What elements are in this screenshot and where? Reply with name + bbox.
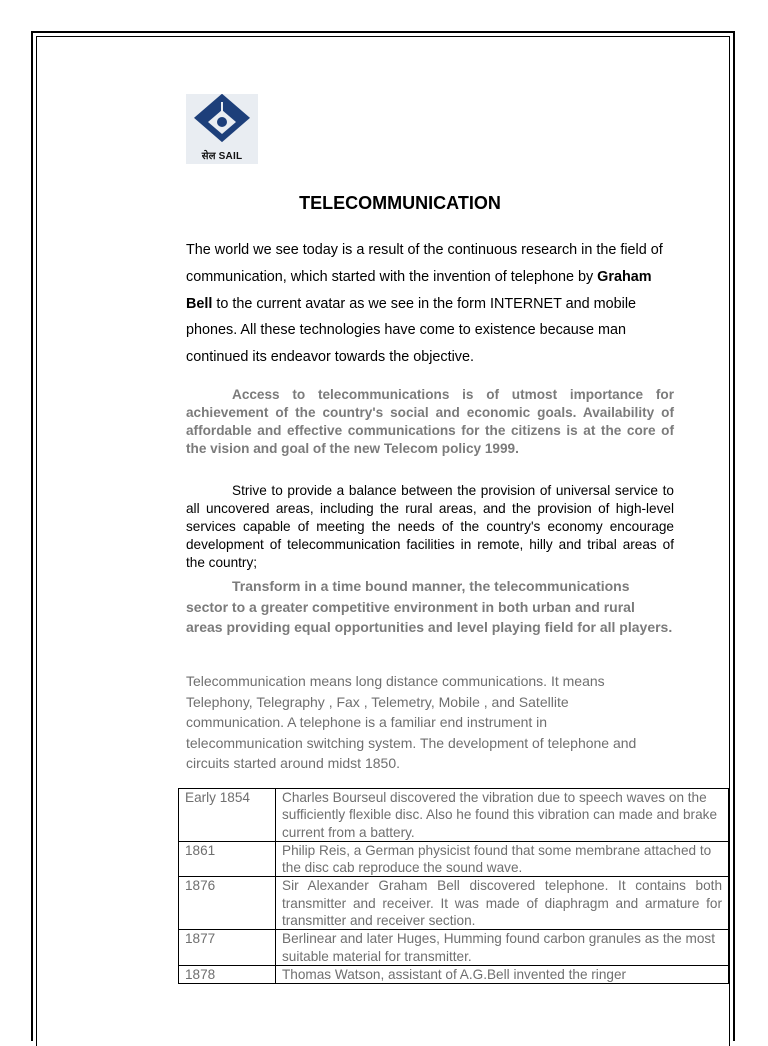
policy-paragraph-3-text: Transform in a time bound manner, the telecommunications sector to a greater competitive environment in both urban and rural areas providing equal opportunities and level playing field for all players.: [186, 578, 673, 636]
policy-paragraph-2: [186, 482, 674, 572]
table-year: 1861: [179, 841, 276, 877]
table-row: [179, 965, 729, 983]
intro-paragraph: [186, 237, 666, 371]
sail-logo-icon: [186, 94, 258, 150]
table-description: Sir Alexander Graham Bell discovered telephone. It contains both transmitter and receiver. It was made of diaphragm and armature for transmitter and receiver section.: [276, 877, 729, 930]
table-year: 1877: [179, 930, 276, 966]
table-row: [179, 841, 729, 877]
table-year: Early 1854: [179, 789, 276, 842]
table-description: Thomas Watson, assistant of A.G.Bell invented the ringer: [276, 965, 729, 983]
table-row: [179, 789, 729, 842]
intro-text-1: The world we see today is a result of the continuous research in the field of communication, which started with the invention of telephone by: [186, 242, 663, 285]
policy-paragraph-3: [186, 576, 674, 638]
intro-text-2: to the current avatar as we see in the form INTERNET and mobile phones. All these technologies have come to existence because man continued its endeavor towards the objective.: [186, 295, 637, 366]
table-row: [179, 930, 729, 966]
sail-logo: [186, 94, 258, 164]
table-row: [179, 877, 729, 930]
table-year: 1876: [179, 877, 276, 930]
logo-wordmark: सेल SAIL: [201, 151, 243, 162]
history-table: [178, 788, 729, 984]
document-title: TELECOMMUNICATION: [299, 193, 501, 213]
policy-paragraph-1: [186, 386, 674, 458]
table-year: 1878: [179, 965, 276, 983]
table-description: Charles Bourseul discovered the vibration due to speech waves on the sufficiently flexible disc. Also he found this vibration can made and brake current from a battery.: [276, 789, 729, 842]
definition-paragraph: Telecommunication means long distance communications. It means Telephony, Telegraphy , Fax , Telemetry, Mobile , and Satellite communication. A telephone is a familiar end instrument in telecommunication switching system. The development of telephone and circuits started around midst 1850.: [186, 673, 637, 772]
table-description: Philip Reis, a German physicist found that some membrane attached to the disc cab reproduce the sound wave.: [276, 841, 729, 877]
intro-bold-name: Graham Bell: [186, 268, 652, 312]
policy-paragraph-1-text: Access to telecommunications is of utmost importance for achievement of the country's social and economic goals. Availability of affordable and effective communications for the citizens is at the core of the vision and goal of the new Telecom policy 1999.: [186, 387, 674, 456]
policy-paragraph-2-text: Strive to provide a balance between the provision of universal service to all uncovered areas, including the rural areas, and the provision of high-level services capable of meeting the needs of the country's economy encourage development of telecommunication facilities in remote, hilly and tribal areas of the country;: [186, 483, 674, 570]
table-description: Berlinear and later Huges, Humming found carbon granules as the most suitable material for transmitter.: [276, 930, 729, 966]
